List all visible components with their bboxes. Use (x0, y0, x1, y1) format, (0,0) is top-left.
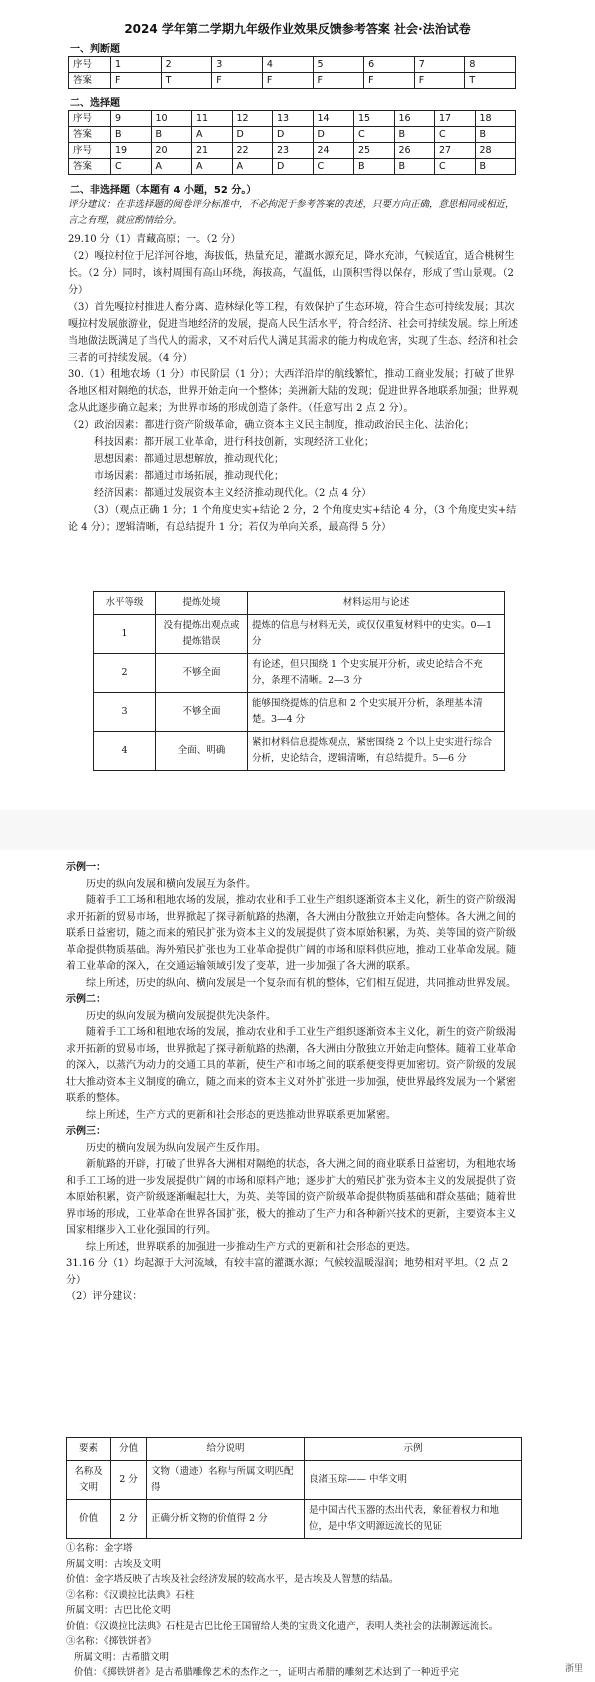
table-cell: 2 (161, 57, 212, 73)
table-cell: 2 分 (111, 1500, 147, 1539)
table-cell: F (212, 73, 263, 89)
table-cell: A (151, 159, 192, 175)
table-cell: 4 (94, 732, 156, 771)
table-cell: 3 (212, 57, 263, 73)
table-cell: 23 (273, 143, 314, 159)
table-cell: 17 (435, 111, 476, 127)
table-cell: 6 (364, 57, 415, 73)
answer-line: 价值：金字塔反映了古埃及社会经济发展的较高水平，是古埃及人智慧的结晶。 (66, 1574, 399, 1585)
page-1 (0, 0, 595, 810)
table-cell: D (232, 127, 273, 143)
document-title: 2024 学年第二学期九年级作业效果反馈参考答案 社会·法治试卷 (124, 22, 471, 36)
table-cell: 紧扣材料信息提炼观点，紧密围绕 2 个以上史实进行综合分析，史论结合，逻辑清晰，有总结提升。5—6 分 (248, 732, 505, 771)
section-heading-judgement: 一、判断题 (70, 44, 120, 55)
table-cell: 1 (94, 615, 156, 654)
example-paragraph: 随着手工工场和租地农场的发展，推动农业和手工业生产组织逐渐资本主义化，新生的资产阶级渴求开拓新的贸易市场，世界掀起了探寻新航路的热潮，各大洲由分散独立开始走向整体。随着工业革命的深入，以蒸汽为动力的交通工具的革新，使生产和市场之间的联系便变得更加密切。资产阶级的发展壮大推动资本主义制度的确立，随之而来的资本主义对外扩张进一步加强，使世界最终发展为一个紧密联系的整体。 (66, 1027, 516, 1104)
table-header: 分值 (111, 1438, 147, 1461)
judgement-answer-table (68, 56, 516, 89)
table-header: 提炼处境 (156, 592, 248, 615)
table-cell: 不够全面 (156, 654, 248, 693)
table-cell: 能够围绕提炼的信息和 2 个史实展开分析，条理基本清楚。3—4 分 (248, 693, 505, 732)
table-cell: F (262, 73, 313, 89)
table-row (67, 1438, 522, 1461)
rubric-table-q30 (93, 591, 505, 771)
answer-line: ②名称：《汉谟拉比法典》石柱 (66, 1589, 195, 1601)
answer-line: （2）评分建议： (66, 1291, 143, 1302)
answer-line: 所属文明：古希腊文明 (74, 1651, 170, 1663)
table-row (69, 143, 516, 159)
example-paragraph: 历史的横向发展为纵向发展产生反作用。 (86, 1142, 266, 1154)
table-cell: 价值 (67, 1500, 111, 1539)
answer-line: 价值：《汉谟拉比法典》石柱是古巴比伦王国留给人类的宝贵文化遗产，表明人类社会的法制源远流长。 (66, 1620, 499, 1632)
table-cell: 没有提炼出观点或提炼错误 (156, 615, 248, 654)
table-cell: 19 (111, 143, 152, 159)
table-cell: B (354, 159, 395, 175)
table-cell: 7 (414, 57, 465, 73)
example-paragraph: 综上所述，历史的纵向、横向发展是一个复杂而有机的整体，它们相互促进，共同推动世界发展。 (86, 977, 516, 989)
choice-answer-table (68, 110, 516, 175)
table-cell: 27 (435, 143, 476, 159)
table-cell: C (435, 127, 476, 143)
table-row (94, 592, 505, 615)
table-cell: 1 (111, 57, 162, 73)
table-row (69, 111, 516, 127)
row-label: 答案 (69, 73, 111, 89)
example-paragraph: 历史的纵向发展和横向发展互为条件。 (86, 878, 256, 890)
table-cell: 不够全面 (156, 693, 248, 732)
table-cell: 26 (394, 143, 435, 159)
answer-line: 29.10 分（1）青藏高原；一。（2 分） (68, 234, 241, 245)
table-header: 水平等级 (94, 592, 156, 615)
table-cell: D (273, 127, 314, 143)
table-row (69, 127, 516, 143)
table-cell: C (111, 159, 152, 175)
table-cell: 24 (313, 143, 354, 159)
table-cell: 有论述，但只围绕 1 个史实展开分析，或史论结合不充分，条理不清晰。2—3 分 (248, 654, 505, 693)
table-cell: C (354, 127, 395, 143)
table-cell: 11 (192, 111, 233, 127)
table-cell: 是中国古代玉器的杰出代表，象征着权力和地位，是中华文明源远流长的见证 (305, 1500, 522, 1539)
table-cell: C (435, 159, 476, 175)
table-row (94, 732, 505, 771)
table-cell: B (394, 127, 435, 143)
table-cell: 2 (94, 654, 156, 693)
table-cell: 8 (465, 57, 516, 73)
table-cell: B (475, 159, 516, 175)
answer-line: ③名称：《掷铁饼者》 (66, 1636, 157, 1647)
answer-line: （2）政治因素：都进行资产阶级革命，确立资本主义民主制度，推动政治民主化、法治化； (68, 420, 475, 431)
table-header: 给分说明 (147, 1438, 305, 1461)
answer-line: 31.16 分（1）均起源于大河流域，有较丰富的灌溉水源；气候较温暖湿润；地势相对平坦。（2 点 2 分） (66, 1258, 509, 1286)
answer-line: 科技因素：都开展工业革命，进行科技创新，实现经济工业化； (94, 437, 374, 448)
table-cell: 25 (354, 143, 395, 159)
table-cell: A (192, 159, 233, 175)
table-cell: 4 (262, 57, 313, 73)
table-cell: 22 (232, 143, 273, 159)
section-heading-choice: 二、选择题 (70, 98, 120, 109)
table-cell: 5 (313, 57, 364, 73)
examples-section (66, 860, 524, 1306)
example-label: 示例二： (66, 994, 106, 1005)
table-cell: 20 (151, 143, 192, 159)
table-cell: B (151, 127, 192, 143)
table-cell: F (111, 73, 162, 89)
table-cell: 21 (192, 143, 233, 159)
table-row (69, 159, 516, 175)
table-cell: A (232, 159, 273, 175)
answer-line: 30.（1）租地农场（1 分）市民阶层（1 分）；大西洋沿岸的航线繁忙，推动工商业发展；打破了世界各地区相对隔绝的状态，世界开始走向一个整体；美洲新大陆的发现；促进世界各地联系加强；世界观念从此逐步确立起来；为世界市场的形成创造了条件。（任意写出 2 点 2 分）。 (68, 369, 518, 414)
page-2 (0, 850, 595, 1682)
page-gap (0, 810, 595, 850)
row-label: 答案 (69, 127, 111, 143)
question-31-items (66, 1541, 524, 1681)
rubric-table-q31 (66, 1437, 522, 1539)
table-cell: 12 (232, 111, 273, 127)
table-cell: A (192, 127, 233, 143)
table-cell: F (414, 73, 465, 89)
table-cell: D (313, 127, 354, 143)
table-row (67, 1461, 522, 1500)
example-label: 示例三： (66, 1126, 106, 1137)
table-cell: C (313, 159, 354, 175)
table-cell: 13 (273, 111, 314, 127)
example-label: 示例一： (66, 862, 106, 873)
question-29-answer (68, 231, 520, 367)
table-cell: 10 (151, 111, 192, 127)
answer-line: （2）嘎拉村位于尼洋河谷地，海拔低，热量充足，灌溉水源充足，降水充沛，气候适宜，适合桃树生长。（2 分）同时，该村周围有高山环绕，海拔高，气温低，山顶积雪得以保存，形成了雪山景观。（2 分） (68, 251, 515, 296)
row-label: 序号 (69, 111, 111, 127)
table-header: 要素 (67, 1438, 111, 1461)
scoring-note: 评分建议：在非选择题的阅卷评分标准中，不必拘泥于参考答案的表述，只要方向正确，意思相同或相近，言之有理，就应酌情给分。 (68, 199, 515, 226)
table-cell: 3 (94, 693, 156, 732)
table-row (94, 693, 505, 732)
table-cell: B (111, 127, 152, 143)
table-cell: D (273, 159, 314, 175)
table-cell: 28 (475, 143, 516, 159)
answer-line: 所属文明：古埃及文明 (66, 1558, 162, 1570)
table-cell: 9 (111, 111, 152, 127)
answer-line: 市场因素：都通过市场拓展，推动现代化； (94, 471, 284, 482)
table-row (69, 57, 516, 73)
table-cell: 良渚玉琮—— 中华文明 (305, 1461, 522, 1500)
answer-line: 经济因素：都通过发展资本主义经济推动现代化。（2 点 4 分） (94, 488, 372, 499)
table-cell: 18 (475, 111, 516, 127)
section-heading-nonchoice: 二、非选择题（本题有 4 小题，52 分。） (70, 185, 257, 196)
answer-line: ①名称：金字塔 (66, 1543, 133, 1554)
example-paragraph: 新航路的开辟，打破了世界各大洲相对隔绝的状态，各大洲之间的商业联系日益密切，为租地农场和手工工场的进一步发展提供广阔的市场和原料产地；逐步扩大的殖民扩张为资本主义的发展提供了资本原始积累，资产阶级逐渐崛起壮大，为英、美等国的资产阶级革命提供物质基础和群众基础；随着世界市场的形成，工业革命在世界各国扩张，极大的推动了生产力和各种新兴技术的更新，主要资本主义国家相继步入工业化强国的行列。 (66, 1159, 516, 1236)
table-row (94, 615, 505, 654)
row-label: 序号 (69, 143, 111, 159)
table-header: 示例 (305, 1438, 522, 1461)
answer-line: （3）首先嘎拉村推进人畜分离、造林绿化等工程，有效保护了生态环境，符合生态可持续发展；其次嘎拉村发展旅游业，促进当地经济的发展，提高人民生活水平，符合经济、社会可持续发展。综上所述当地做法既满足了当代人的需求，又不对后代人满足其需求的能力构成危害，实现了生态、经济和社会三者的可持续发展。（4 分） (68, 302, 518, 364)
table-cell: 提炼的信息与材料无关，或仅仅重复材料中的史实。0—1 分 (248, 615, 505, 654)
table-header: 材料运用与论述 (248, 592, 505, 615)
row-label: 序号 (69, 57, 111, 73)
table-cell: 正确分析文物的价值得 2 分 (147, 1500, 305, 1539)
table-row (94, 654, 505, 693)
table-cell: 2 分 (111, 1461, 147, 1500)
table-cell: 15 (354, 111, 395, 127)
example-paragraph: 历史的纵向发展为横向发展提供先决条件。 (86, 1010, 276, 1022)
table-row (67, 1500, 522, 1539)
table-cell: B (475, 127, 516, 143)
footer-watermark: 浙里 (564, 1664, 583, 1674)
answer-line: （3）（观点正确 1 分；1 个角度史实+结论 2 分，2 个角度史实+结论 4 分，（3 个角度史实+结论 4 分）；逻辑清晰，有总结提升 1 分；若仅为单向关系，最高得 5 分） (68, 505, 517, 533)
table-cell: T (161, 73, 212, 89)
table-cell: 名称及文明 (67, 1461, 111, 1500)
table-cell: B (394, 159, 435, 175)
table-cell: 14 (313, 111, 354, 127)
table-cell: 文物（遗迹）名称与所属文明匹配得 (147, 1461, 305, 1500)
example-paragraph: 综上所述，世界联系的加强进一步推动生产方式的更新和社会形态的更迭。 (86, 1241, 416, 1253)
question-30-answer (68, 366, 520, 536)
answer-line: 所属文明：古巴比伦文明 (66, 1605, 171, 1616)
answer-line: 思想因素：都通过思想解放，推动现代化； (94, 454, 284, 465)
table-cell: 全面、明确 (156, 732, 248, 771)
table-row (69, 73, 516, 89)
answer-line: 价值：《掷铁饼者》是古希腊雕像艺术的杰作之一，证明古希腊的雕刻艺术达到了一种近乎完 (74, 1667, 459, 1678)
table-cell: F (364, 73, 415, 89)
table-cell: F (313, 73, 364, 89)
table-cell: T (465, 73, 516, 89)
example-paragraph: 综上所述，生产方式的更新和社会形态的更迭推动世界联系更加紧密。 (86, 1109, 396, 1121)
row-label: 答案 (69, 159, 111, 175)
table-cell: 16 (394, 111, 435, 127)
example-paragraph: 随着手工工场和租地农场的发展，推动农业和手工业生产组织逐渐资本主义化，新生的资产阶级渴求开拓新的贸易市场，世界掀起了探寻新航路的热潮，各大洲由分散独立开始走向整体。各大洲之间的联系日益密切，随之而来的殖民扩张为资本主义的发展提供了资本原始积累，为英、美等国的资产阶级革命提供物质基础。海外殖民扩张也为工业革命提供广阔的市场和原料供应地，推动工业革命发展。随着工业革命的深入，在交通运输领域引发了变革，进一步加强了各大洲的联系。 (66, 895, 516, 972)
